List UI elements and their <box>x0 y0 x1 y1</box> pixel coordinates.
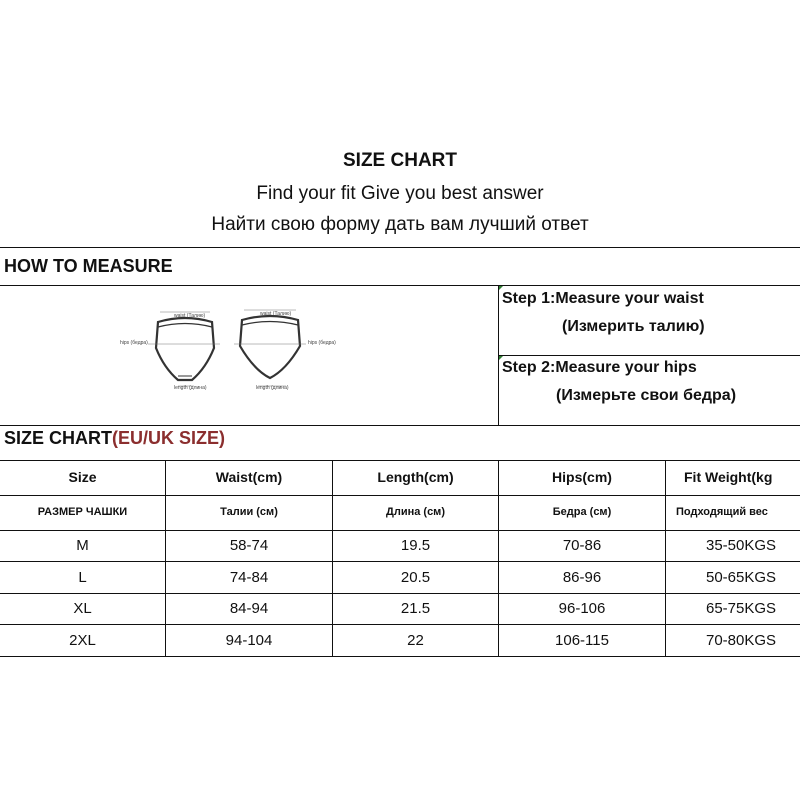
size-chart-title-accent: (EU/UK SIZE) <box>112 428 226 448</box>
table-cell: 22 <box>407 632 424 649</box>
table-cell: 50-65KGS <box>706 569 777 586</box>
divider-measure-bottom <box>0 425 800 426</box>
table-cell: 19.5 <box>400 537 431 554</box>
table-cell: 65-75KGS <box>706 600 777 617</box>
header-waist-ru: Талии (см) <box>220 506 278 518</box>
table-cell: 20.5 <box>400 569 431 586</box>
header-size: Size <box>68 469 97 485</box>
briefs-illustration-icon <box>110 300 350 395</box>
table-line <box>0 624 800 625</box>
step1-label: Step 1:Measure your waist <box>502 290 704 307</box>
size-chart-title: SIZE CHART <box>343 150 457 171</box>
header-waist: Waist(cm) <box>215 469 283 485</box>
table-cell: M <box>76 537 89 554</box>
table-cell: 86-96 <box>562 569 602 586</box>
subtitle-english: Find your fit Give you best answer <box>256 183 544 204</box>
table-cell: 106-115 <box>555 632 609 649</box>
step1-label-ru: (Измерить талию) <box>562 318 705 335</box>
table-line <box>0 460 800 461</box>
diagram-waist-label: waist (Талию) <box>174 313 206 319</box>
header-length: Length(cm) <box>377 469 454 485</box>
table-cell: XL <box>73 600 92 617</box>
header-hips: Hips(cm) <box>552 469 612 485</box>
measurement-diagram <box>110 300 350 400</box>
divider-top <box>0 247 800 248</box>
table-col-line <box>332 460 333 656</box>
table-cell: 21.5 <box>400 600 431 617</box>
table-line <box>0 593 800 594</box>
divider-steps <box>498 355 800 356</box>
table-cell: 96-106 <box>558 600 606 617</box>
diagram-hips-label-back: hips (бедра) <box>308 340 336 346</box>
table-line <box>0 561 800 562</box>
table-cell: 94-104 <box>225 632 273 649</box>
diagram-hips-label: hips (бедра) <box>120 340 148 346</box>
table-line <box>0 495 800 496</box>
header-size-ru: РАЗМЕР ЧАШКИ <box>37 506 128 518</box>
size-chart-title-main: SIZE CHART <box>4 428 112 448</box>
header-weight: Fit Weight(kg <box>684 469 773 485</box>
table-line <box>0 530 800 531</box>
table-col-line <box>498 460 499 656</box>
table-cell: 35-50KGS <box>706 537 777 554</box>
table-cell: 70-86 <box>562 537 602 554</box>
table-col-line <box>665 460 666 656</box>
table-cell: 58-74 <box>229 537 269 554</box>
divider-how-to-measure <box>0 285 800 286</box>
table-cell: 74-84 <box>229 569 269 586</box>
size-chart-section-title <box>4 428 225 449</box>
table-line <box>0 656 800 657</box>
step2-label-ru: (Измерьте свои бедра) <box>556 387 737 404</box>
diagram-length-label: length (длина) <box>174 385 207 391</box>
header-length-ru: Длина (см) <box>386 506 445 518</box>
diagram-length-label-back: length (длина) <box>256 385 289 391</box>
subtitle-russian: Найти свою форму дать вам лучший ответ <box>211 214 589 235</box>
table-cell: 2XL <box>69 632 96 649</box>
header-hips-ru: Бедра (см) <box>552 506 612 518</box>
how-to-measure-title: HOW TO MEASURE <box>4 256 173 276</box>
table-col-line <box>165 460 166 656</box>
table-cell: 70-80KGS <box>706 632 777 649</box>
table-cell: L <box>78 569 87 586</box>
table-cell: 84-94 <box>229 600 269 617</box>
header-weight-ru: Подходящий вес <box>676 506 768 518</box>
diagram-waist-label-back: waist (Талию) <box>260 311 292 317</box>
step2-label: Step 2:Measure your hips <box>502 359 697 376</box>
